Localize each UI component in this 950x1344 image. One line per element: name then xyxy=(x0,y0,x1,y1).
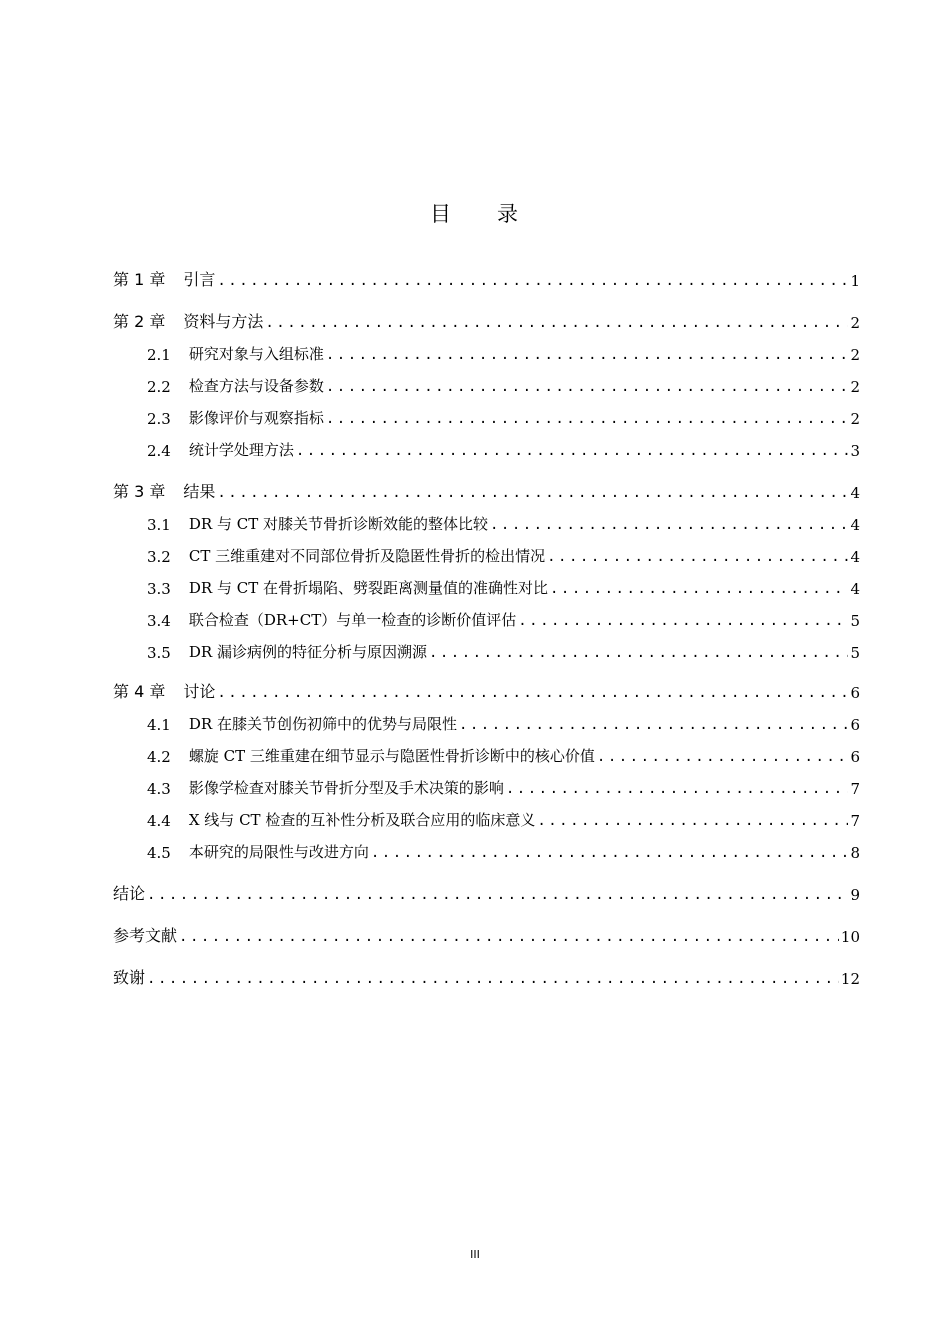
toc-entry-section-3-5[interactable] xyxy=(147,640,860,662)
toc-entry-label: 结论 xyxy=(113,884,146,903)
toc-entry-section-3-4[interactable] xyxy=(147,608,860,630)
toc-entry-section-3-1[interactable] xyxy=(147,512,860,534)
toc-entry-label: 结果 xyxy=(183,482,216,501)
toc-leader-dots xyxy=(326,346,849,364)
toc-entry-page: 9 xyxy=(850,886,860,904)
toc-entry-label: 统计学处理方法 xyxy=(188,441,294,459)
toc-leader-dots xyxy=(217,484,848,502)
toc-leader-dots xyxy=(547,548,848,566)
toc-entry-number: 2.1 xyxy=(147,346,171,364)
toc-entry-page: 5 xyxy=(850,612,860,630)
toc-leader-dots xyxy=(147,970,839,988)
toc-entry-label: DR 在膝关节创伤初筛中的优势与局限性 xyxy=(188,715,457,733)
toc-entry-label: 本研究的局限性与改进方向 xyxy=(188,843,369,861)
toc-entry-section-4-2[interactable] xyxy=(147,744,860,766)
toc-entry-number: 4.5 xyxy=(147,844,171,862)
toc-entry-page: 2 xyxy=(850,378,860,396)
toc-entry-page: 1 xyxy=(850,272,860,290)
toc-entry-section-2-2[interactable] xyxy=(147,374,860,396)
toc-leader-dots xyxy=(217,272,848,290)
toc-entry-label: 影像学检查对膝关节骨折分型及手术决策的影响 xyxy=(188,779,504,797)
toc-entry-page: 4 xyxy=(850,548,860,566)
toc-entry-label: 致谢 xyxy=(113,968,146,987)
toc-entry-label: 参考文献 xyxy=(113,926,178,945)
toc-entry-label: CT 三维重建对不同部位骨折及隐匿性骨折的检出情况 xyxy=(188,547,546,565)
toc-entry-number: 3.5 xyxy=(147,644,171,662)
toc-leader-dots xyxy=(459,716,849,734)
toc-entry-label: 研究对象与入组标准 xyxy=(188,345,324,363)
toc-entry-section-2-1[interactable] xyxy=(147,342,860,364)
toc-leader-dots xyxy=(371,844,849,862)
toc-entry-label: 影像评价与观察指标 xyxy=(188,409,324,427)
toc-entry-number: 3.1 xyxy=(147,516,171,534)
toc-entry-label: 联合检查（DR+CT）与单一检查的诊断价值评估 xyxy=(188,611,517,629)
toc-entry-page: 2 xyxy=(850,410,860,428)
toc-entry-page: 3 xyxy=(850,442,860,460)
toc-leader-dots xyxy=(429,644,849,662)
toc-entry-section-4-1[interactable] xyxy=(147,712,860,734)
toc-entry-page: 5 xyxy=(850,644,860,662)
toc-entry-label: DR 与 CT 对膝关节骨折诊断效能的整体比较 xyxy=(188,515,488,533)
toc-entry-page: 4 xyxy=(850,516,860,534)
toc-entry-page: 6 xyxy=(850,716,860,734)
toc-entry-section-3-3[interactable] xyxy=(147,576,860,598)
toc-leader-dots xyxy=(490,516,848,534)
toc-entry-chapter-2[interactable] xyxy=(113,310,860,332)
toc-leader-dots xyxy=(217,684,848,702)
toc-entry-label: DR 与 CT 在骨折塌陷、劈裂距离测量值的准确性对比 xyxy=(188,579,548,597)
toc-entry-chapter-1[interactable] xyxy=(113,268,860,290)
toc-leader-dots xyxy=(179,928,839,946)
toc-entry-number: 4.2 xyxy=(147,748,171,766)
toc-entry-section-4-3[interactable] xyxy=(147,776,860,798)
toc-entry-page: 2 xyxy=(850,346,860,364)
toc-entry-number: 2.4 xyxy=(147,442,171,460)
toc-entry-number: 第 4 章 xyxy=(113,682,166,701)
toc-entry-page: 8 xyxy=(850,844,860,862)
toc-entry-number: 3.3 xyxy=(147,580,171,598)
toc-entry-section-3-2[interactable] xyxy=(147,544,860,566)
toc-entry-label: X 线与 CT 检查的互补性分析及联合应用的临床意义 xyxy=(188,811,536,829)
toc-entry-number: 4.4 xyxy=(147,812,171,830)
toc-entry-label: 资料与方法 xyxy=(183,312,264,331)
toc-entry-section-2-3[interactable] xyxy=(147,406,860,428)
toc-entry-label: 螺旋 CT 三维重建在细节显示与隐匿性骨折诊断中的核心价值 xyxy=(188,747,595,765)
toc-entry-page: 7 xyxy=(850,780,860,798)
toc-leader-dots xyxy=(506,780,849,798)
toc-entry-label: 讨论 xyxy=(183,682,216,701)
toc-leader-dots xyxy=(326,378,849,396)
title-char-1: 目 xyxy=(430,202,453,226)
toc-entry-number: 2.3 xyxy=(147,410,171,428)
toc-entry-page: 6 xyxy=(850,748,860,766)
toc-entry-page: 2 xyxy=(850,314,860,332)
toc-entry-references[interactable] xyxy=(113,924,860,946)
page-number: III xyxy=(470,1248,480,1261)
toc-leader-dots xyxy=(265,314,848,332)
toc-entry-number: 3.4 xyxy=(147,612,171,630)
toc-entry-page: 10 xyxy=(840,928,860,946)
toc-entry-section-2-4[interactable] xyxy=(147,438,860,460)
toc-entry-number: 4.1 xyxy=(147,716,171,734)
toc-entry-number: 4.3 xyxy=(147,780,171,798)
toc-entry-conclusion[interactable] xyxy=(113,882,860,904)
toc-entry-chapter-3[interactable] xyxy=(113,480,860,502)
title-char-2: 录 xyxy=(497,202,520,226)
toc-entry-number: 3.2 xyxy=(147,548,171,566)
toc-leader-dots xyxy=(147,886,848,904)
toc-leader-dots xyxy=(326,410,849,428)
toc-entry-chapter-4[interactable] xyxy=(113,680,860,702)
toc-entry-label: 检查方法与设备参数 xyxy=(188,377,324,395)
toc-entry-number: 第 1 章 xyxy=(113,270,166,289)
toc-entry-page: 6 xyxy=(850,684,860,702)
toc-entry-label: DR 漏诊病例的特征分析与原因溯源 xyxy=(188,643,427,661)
toc-leader-dots xyxy=(550,580,848,598)
toc-entry-number: 第 2 章 xyxy=(113,312,166,331)
toc-entry-section-4-4[interactable] xyxy=(147,808,860,830)
toc-entry-number: 第 3 章 xyxy=(113,482,166,501)
toc-entry-page: 4 xyxy=(850,580,860,598)
toc-leader-dots xyxy=(518,612,848,630)
toc-entry-section-4-5[interactable] xyxy=(147,840,860,862)
toc-entry-page: 7 xyxy=(850,812,860,830)
toc-entry-number: 2.2 xyxy=(147,378,171,396)
toc-leader-dots xyxy=(296,442,849,460)
toc-leader-dots xyxy=(537,812,848,830)
toc-entry-page: 4 xyxy=(850,484,860,502)
toc-entry-page: 12 xyxy=(840,970,860,988)
toc-entry-acknowledgements[interactable] xyxy=(113,966,860,988)
toc-leader-dots xyxy=(597,748,849,766)
toc-entry-label: 引言 xyxy=(183,270,216,289)
